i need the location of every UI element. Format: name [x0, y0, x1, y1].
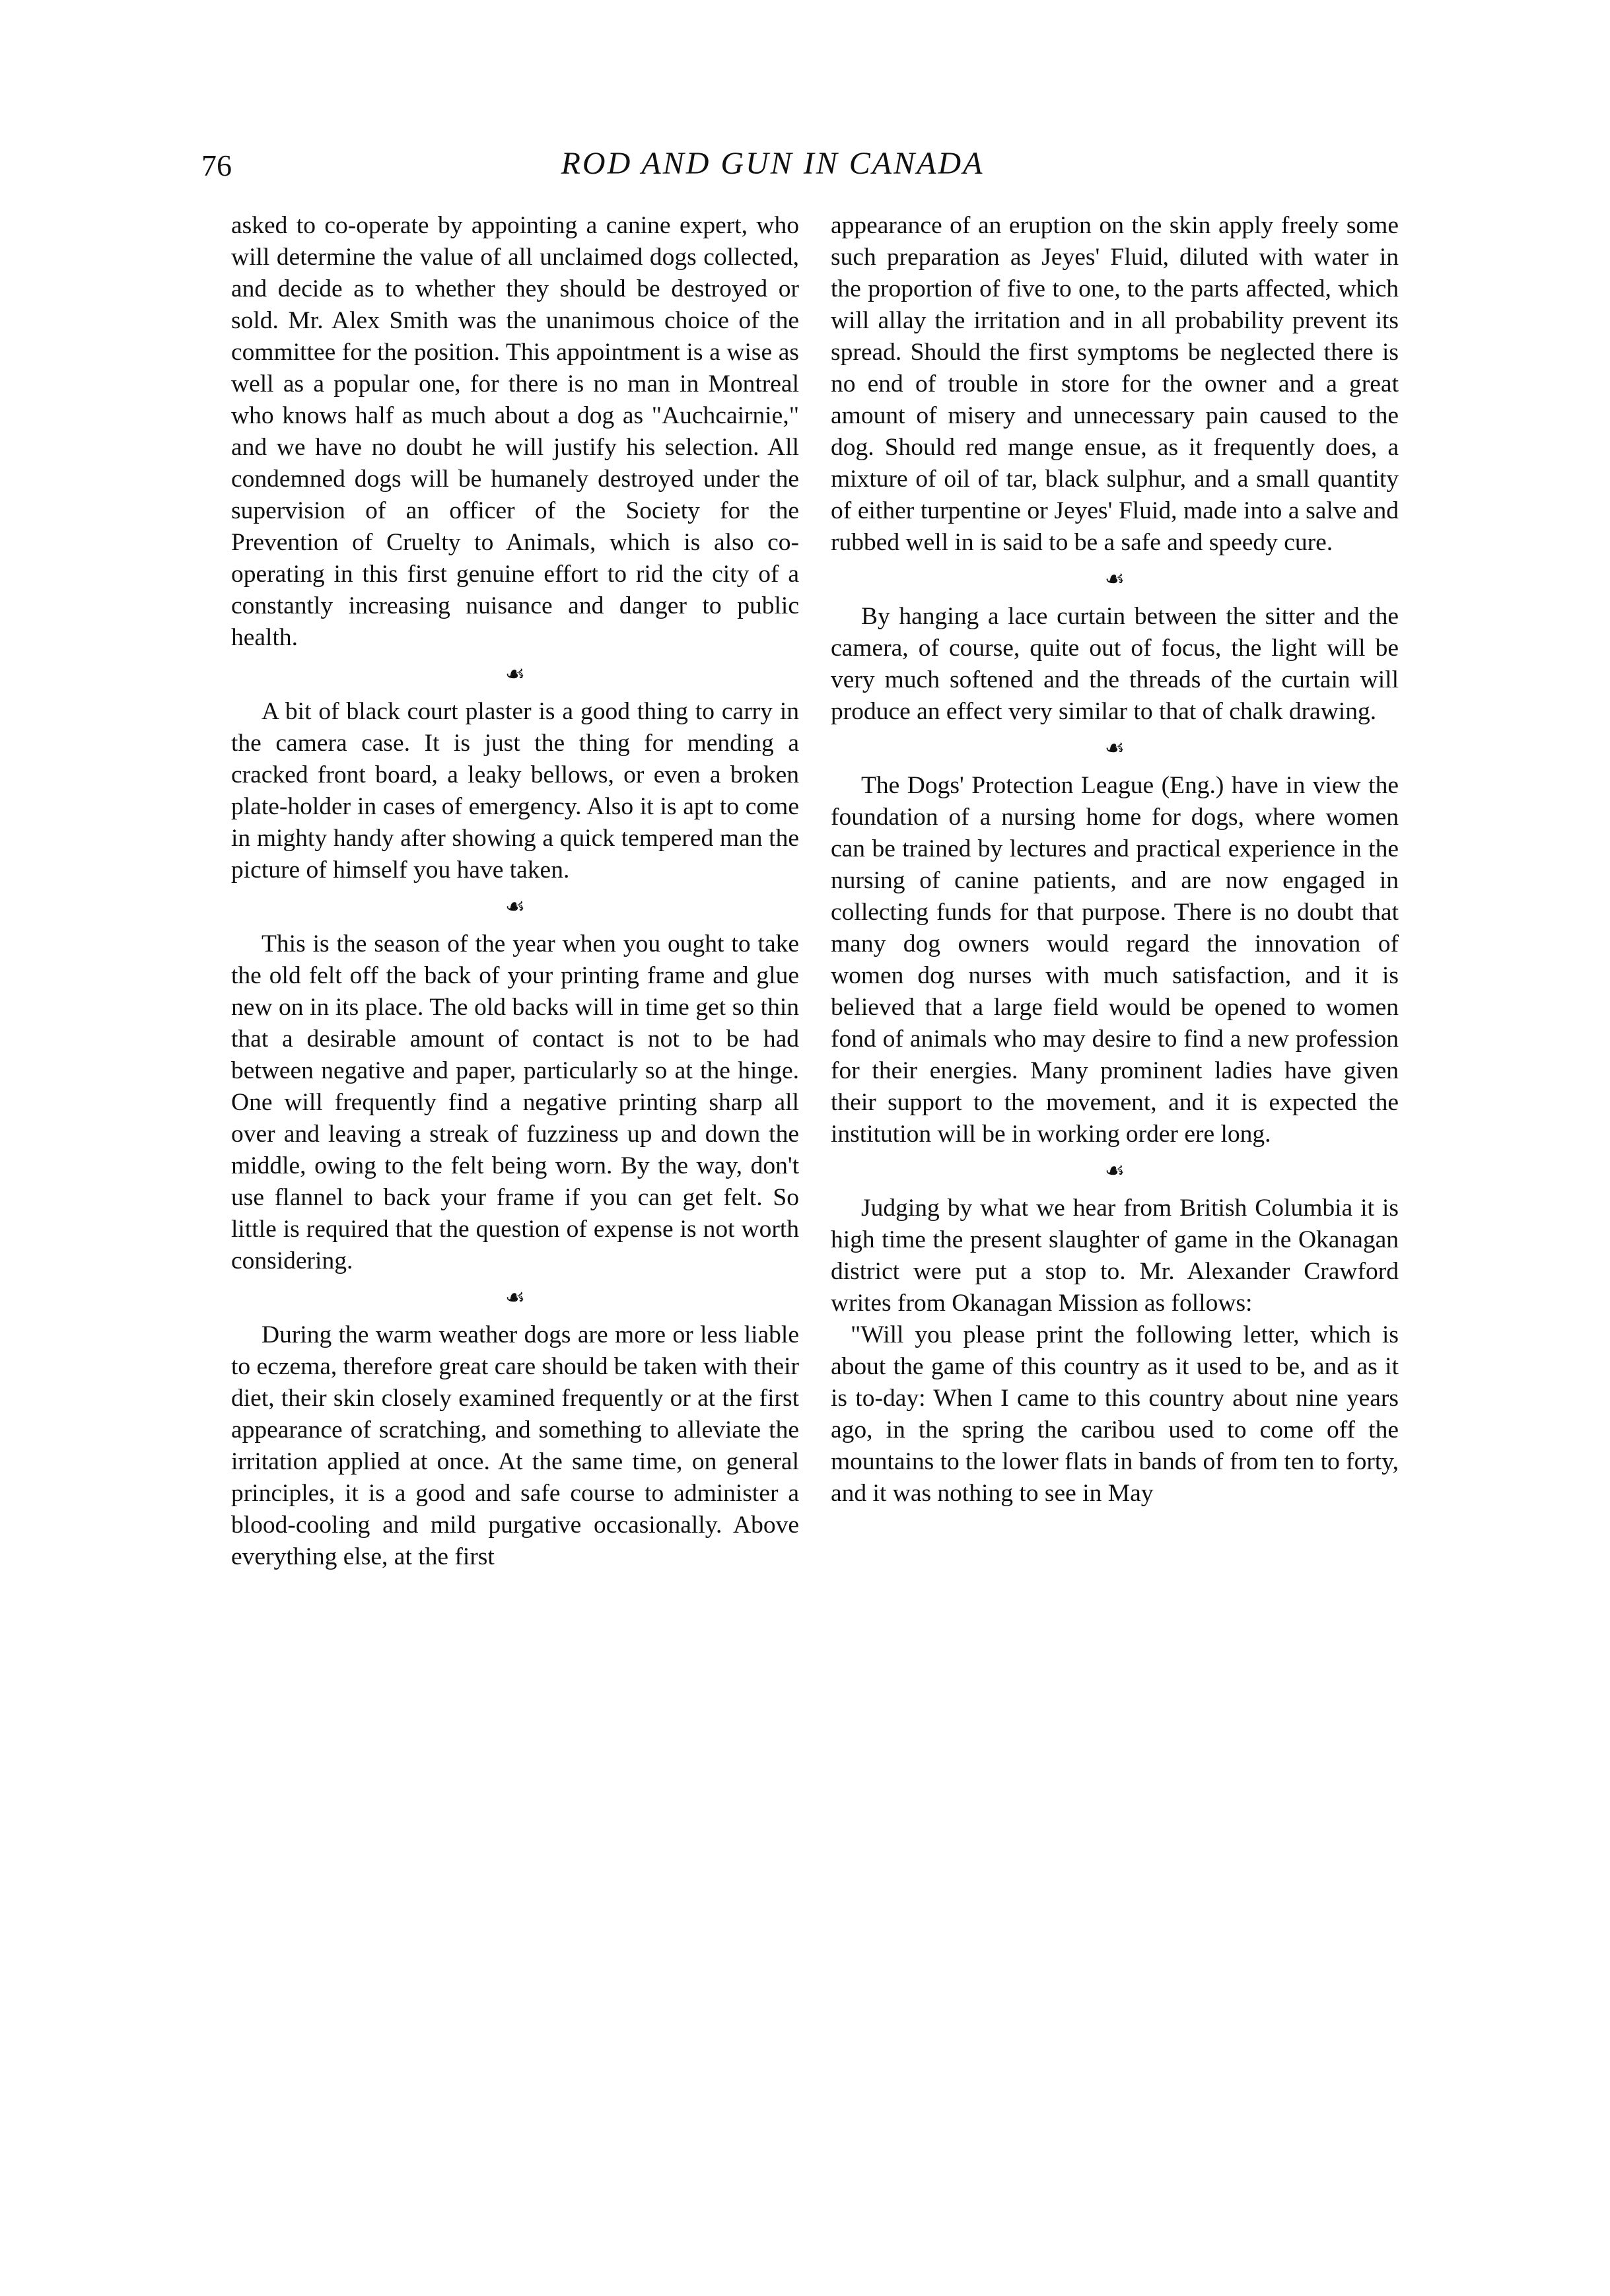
- pointing-hand-fleuron-icon: ☙: [1104, 1159, 1125, 1183]
- article-paragraph: This is the season of the year when you ought to take the old felt off the back of your printing frame and glue new on in its place. The old backs will in time get so thin that a desirable amount of contact is not to be had between negative and paper, particularly so at the hinge. One will frequently find a negative printing sharp all over and leaving a streak of fuzziness up and down the middle, owing to the felt being worn. By the way, don't use flannel to back your frame if you can get felt. So little is required that the question of expense is not worth considering.: [231, 930, 799, 1274]
- running-title: ROD AND GUN IN CANADA: [561, 146, 985, 181]
- article-paragraph: Judging by what we hear from British Columbia it is high time the present slaughter of game in the Okanagan district were put a stop to. Mr. Alexander Crawford writes from Okanagan Mission as follows:: [831, 1195, 1399, 1317]
- article-paragraph: The Dogs' Protection League (Eng.) have in view the foundation of a nursing home for dogs, where women can be trained by lectures and practical experience in the nursing of canine patients, and are now engaged in collecting funds for that purpose. There is no doubt that many dog owners would regard the innovation of women dog nurses with much satisfaction, and it is believed that a large field would be opened to women fond of animals who may desire to find a new profession for their energies. Many prominent ladies have given their support to the movement, and it is expected the institution will be in working order ere long.: [831, 772, 1399, 1148]
- pointing-hand-fleuron-icon: ☙: [505, 1286, 526, 1310]
- left-column: [231, 210, 799, 1573]
- quoted-letter-paragraph: "Will you please print the following letter, which is about the game of this country as it used to be, and as it is to-day: When I came to this country about nine years ago, in the spring the caribou used to come off the mountains to the lower flats in bands of from ten to forty, and it was nothing to see in May: [831, 1321, 1399, 1507]
- pointing-hand-fleuron-icon: ☙: [1104, 736, 1125, 761]
- article-paragraph: appearance of an eruption on the skin apply freely some such preparation as Jeyes' Fluid, diluted with water in the proportion of five to one, to the parts affected, which will allay the irritation and in all probability prevent its spread. Should the first symptoms be neglected there is no end of trouble in store for the owner and a great amount of misery and unnecessary pain caused to the dog. Should red mange ensue, as it frequently does, a mixture of oil of tar, black sulphur, and a small quantity of either turpentine or Jeyes' Fluid, made into a salve and rubbed well in is said to be a safe and speedy cure.: [831, 212, 1399, 556]
- article-paragraph: By hanging a lace curtain between the sitter and the camera, of course, quite out of focus, the light will be very much softened and the threads of the curtain will produce an effect very similar to that of chalk drawing.: [831, 603, 1399, 725]
- right-column: [831, 210, 1399, 1510]
- pointing-hand-fleuron-icon: ☙: [505, 662, 526, 687]
- pointing-hand-fleuron-icon: ☙: [505, 895, 526, 919]
- pointing-hand-fleuron-icon: ☙: [1104, 567, 1125, 592]
- article-paragraph: asked to co-operate by appointing a canine expert, who will determine the value of all unclaimed dogs collected, and decide as to whether they should be destroyed or sold. Mr. Alex Smith was the unanimous choice of the committee for the position. This appointment is a wise as well as a popular one, for there is no man in Montreal who knows half as much about a dog as "Auchcairnie," and we have no doubt he will justify his selection. All condemned dogs will be humanely destroyed under the supervision of an officer of the Society for the Prevention of Cruelty to Animals, which is also co-operating in this first genuine effort to rid the city of a constantly increasing nuisance and danger to public health.: [231, 212, 799, 651]
- article-paragraph: A bit of black court plaster is a good thing to carry in the camera case. It is just the thing for mending a cracked front board, a leaky bellows, or even a broken plate-holder in cases of emergency. Also it is apt to come in mighty handy after showing a quick tempered man the picture of himself you have taken.: [231, 698, 799, 884]
- article-paragraph: During the warm weather dogs are more or less liable to eczema, therefore great care should be taken with their diet, their skin closely examined frequently or at the first appearance of scratching, and something to alleviate the irritation applied at once. At the same time, on general principles, it is a good and safe course to administer a blood-cooling and mild purgative occasionally. Above everything else, at the first: [231, 1321, 799, 1570]
- page-number: 76: [201, 149, 232, 182]
